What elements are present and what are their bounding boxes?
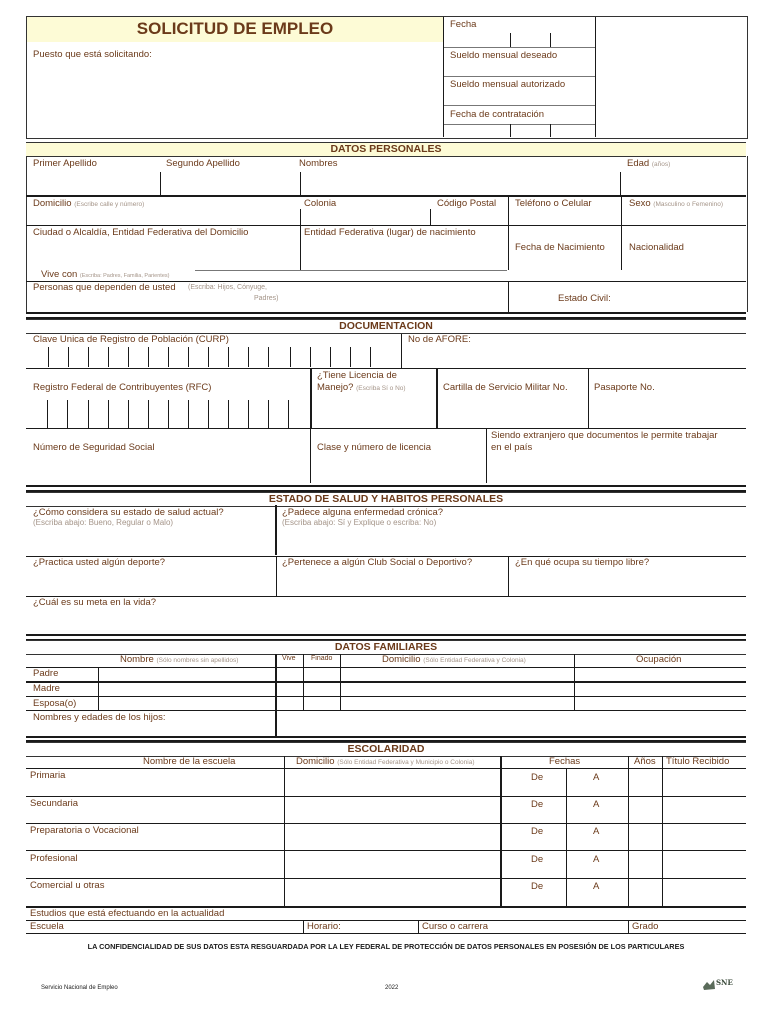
curp-tick	[310, 347, 311, 367]
esc-preparatoria-row[interactable]	[30, 837, 744, 849]
horario-field[interactable]	[348, 922, 414, 932]
puesto-label: Puesto que está solicitando:	[33, 49, 152, 60]
sexo-divider	[621, 196, 622, 270]
fc-tick-2	[550, 124, 551, 137]
clase-licencia-field[interactable]	[314, 456, 482, 480]
cronica-field[interactable]	[280, 530, 744, 554]
esc-nivel: Profesional	[30, 853, 78, 864]
curp-bottom	[26, 368, 746, 369]
fam-line-3	[26, 710, 746, 711]
dependen-hint-2: Padres)	[254, 295, 279, 302]
telefono-field[interactable]	[511, 210, 619, 224]
fam-row-label: Esposa(o)	[33, 698, 77, 709]
curp-label: Clave Unica de Registro de Población (CURP)	[33, 334, 229, 345]
esc-de: De	[531, 799, 544, 810]
page-title: SOLICITUD DE EMPLEO	[136, 19, 334, 38]
ciudad-field[interactable]	[30, 240, 298, 264]
row-line-2	[26, 225, 746, 226]
sne-logo-icon	[702, 979, 716, 991]
edad-text: Edad	[627, 158, 650, 169]
nss-label: Número de Seguridad Social	[33, 442, 155, 453]
domicilio-hint: (Escribe calle y número)	[74, 201, 145, 208]
escuela-label: Escuela	[30, 921, 64, 932]
curp-tick	[350, 347, 351, 367]
header-divider-right	[595, 17, 596, 137]
sexo-label	[629, 198, 723, 210]
rfc-tick	[208, 400, 209, 428]
rfc-tick	[288, 400, 289, 428]
esc-a: A	[593, 881, 600, 892]
puesto-field[interactable]	[30, 62, 438, 134]
esc-col-anos	[628, 756, 629, 907]
estado-civil-field[interactable]	[614, 290, 742, 306]
rfc-tick	[128, 400, 129, 428]
esc-profesional-row[interactable]	[30, 865, 744, 877]
tiempo-libre-field[interactable]	[512, 570, 744, 594]
codigo-postal-label: Código Postal	[437, 198, 497, 209]
estado-salud-field[interactable]	[30, 530, 272, 554]
esc-col-domicilio	[284, 756, 285, 907]
section-escolaridad: ESCOLARIDAD	[26, 742, 746, 757]
familiares-bottom	[26, 736, 746, 738]
fam-domicilio-hint: (Sólo Entidad Federativa y Colonia)	[423, 657, 526, 664]
esc-comercial-row[interactable]	[30, 892, 744, 904]
codigo-postal-field[interactable]	[433, 210, 506, 224]
sne-logo-text: SNE	[716, 978, 733, 987]
vive-con-text: Vive con	[41, 269, 78, 280]
edad-hint: (años)	[651, 161, 671, 168]
clase-divider	[310, 429, 311, 483]
fam-domicilio-header	[382, 654, 526, 666]
esc-col-fechas	[500, 756, 502, 907]
vive-con-line	[195, 270, 507, 271]
esc-nivel: Secundaria	[30, 798, 79, 809]
curso-field[interactable]	[496, 922, 624, 932]
rfc-tick	[188, 400, 189, 428]
edad-label	[627, 158, 670, 170]
fecha-nacimiento-field[interactable]	[511, 255, 619, 268]
rfc-tick	[228, 400, 229, 428]
curp-tick	[248, 347, 249, 367]
colonia-label: Colonia	[304, 198, 337, 209]
vive-con-field[interactable]	[195, 267, 505, 279]
fecha-tick-2	[550, 33, 551, 47]
esc-de: De	[531, 772, 544, 783]
servicio-nacional-label: Servicio Nacional de Empleo	[41, 985, 118, 991]
cartilla-field[interactable]	[440, 396, 584, 426]
fecha-line	[444, 47, 595, 48]
row-line-1	[26, 195, 746, 197]
pasaporte-field[interactable]	[592, 396, 744, 426]
curp-tick	[68, 347, 69, 367]
esc-anos-header: Años	[634, 756, 656, 767]
salud-bottom	[26, 634, 746, 636]
esc-line	[26, 878, 746, 879]
esc-col-titulo	[662, 756, 663, 907]
section-estado-salud: ESTADO DE SALUD Y HABITOS PERSONALES	[26, 492, 746, 507]
cartilla-label: Cartilla de Servicio Militar No.	[443, 382, 568, 393]
rfc-tick	[248, 400, 249, 428]
clase-licencia-label: Clase y número de licencia	[317, 442, 432, 453]
fc-tick-1	[510, 124, 511, 137]
grado-field[interactable]	[662, 922, 744, 932]
fam-madre-nombre[interactable]	[100, 683, 272, 695]
grado-label: Grado	[632, 921, 659, 932]
hijos-label: Nombres y edades de los hijos:	[33, 712, 166, 723]
fam-row-label: Madre	[33, 683, 60, 694]
domicilio-text: Domicilio	[33, 198, 72, 209]
fam-nombre-text: Nombre	[120, 654, 154, 665]
extranjero-field[interactable]	[490, 456, 744, 480]
extranjero-divider	[486, 429, 487, 483]
primer-apellido-label: Primer Apellido	[33, 158, 97, 169]
fam-nombre-hint: (Sólo nombres sin apellidos)	[156, 657, 239, 664]
rfc-bottom	[26, 428, 746, 429]
esc-a: A	[593, 799, 600, 810]
esc-domicilio-text: Domicilio	[296, 756, 335, 767]
segundo-apellido-label: Segundo Apellido	[166, 158, 240, 169]
curso-divider	[418, 921, 419, 933]
rfc-boxes[interactable]	[30, 400, 306, 428]
curp-tick	[168, 347, 169, 367]
dependen-label: Personas que dependen de usted	[33, 282, 176, 293]
fam-row-label: Padre	[33, 668, 59, 679]
meta-field[interactable]	[30, 611, 744, 631]
curp-tick	[370, 347, 371, 367]
rfc-label: Registro Federal de Contribuyentes (RFC)	[33, 382, 212, 393]
curp-tick	[330, 347, 331, 367]
fam-nombre-header	[120, 654, 238, 666]
edad-field[interactable]	[623, 172, 743, 194]
ciudad-divider	[300, 226, 301, 270]
afore-label: No de AFORE:	[408, 334, 471, 345]
licencia-field[interactable]	[314, 396, 432, 426]
section-documentacion: DOCUMENTACION	[26, 319, 746, 334]
afore-field[interactable]	[410, 348, 744, 366]
sueldo-autorizado-label: Sueldo mensual autorizado	[450, 79, 566, 90]
fam-col-nombre	[98, 668, 99, 711]
rfc-tick	[88, 400, 89, 428]
horario-label: Horario:	[307, 921, 341, 932]
horario-divider	[303, 921, 304, 933]
nombres-divider	[300, 172, 301, 196]
confidencialidad-notice: LA CONFIDENCIALIDAD DE SUS DATOS ESTA RESGUARDADA POR LA LEY FEDERAL DE PROTECCIÓN DE DATOS PERSONALES EN POSESIÓN DE LOS PARTICULARES	[87, 942, 685, 951]
curp-tick	[228, 347, 229, 367]
domicilio-label	[33, 198, 144, 210]
deporte-field[interactable]	[30, 570, 272, 594]
section-datos-personales: DATOS PERSONALES	[26, 142, 746, 157]
colonia-field[interactable]	[303, 210, 428, 224]
fecha-tick-1	[510, 33, 511, 47]
estado-civil-divider	[508, 282, 509, 312]
nombres-field[interactable]	[303, 172, 617, 194]
rfc-tick	[268, 400, 269, 428]
curso-label: Curso o carrera	[422, 921, 488, 932]
licencia-divider	[310, 368, 312, 428]
dependen-field[interactable]	[290, 288, 504, 306]
curp-tick	[108, 347, 109, 367]
curp-boxes[interactable]	[30, 347, 396, 367]
fecha-nacimiento-label: Fecha de Nacimiento	[515, 242, 605, 253]
estado-salud-hint: (Escriba abajo: Bueno, Regular o Malo)	[33, 518, 174, 527]
hijos-field[interactable]	[280, 712, 744, 734]
sueldo-autorizado-field[interactable]	[446, 91, 593, 103]
sueldo-deseado-field[interactable]	[446, 62, 593, 74]
extranjero-label-2: en el país	[491, 442, 533, 453]
nss-field[interactable]	[30, 456, 306, 480]
tiempo-divider	[508, 556, 509, 596]
sueldo-deseado-label: Sueldo mensual deseado	[450, 50, 558, 61]
fecha-contratacion-line	[444, 124, 595, 125]
fam-ocupacion-header: Ocupación	[636, 654, 682, 665]
grado-divider	[628, 921, 629, 933]
nacionalidad-field[interactable]	[624, 255, 744, 268]
estado-civil-label: Estado Civil:	[558, 293, 611, 304]
licencia-q2	[317, 382, 406, 394]
esc-nivel: Comercial u otras	[30, 880, 105, 891]
rfc-tick	[148, 400, 149, 428]
personales-bottom	[26, 312, 746, 314]
rfc-tick	[168, 400, 169, 428]
licencia-q: ¿Tiene Licencia de	[317, 370, 397, 381]
afore-divider	[401, 334, 402, 368]
curp-tick	[188, 347, 189, 367]
telefono-label: Teléfono o Celular	[515, 198, 592, 209]
escolaridad-bottom	[26, 933, 746, 934]
esc-de: De	[531, 854, 544, 865]
curp-tick	[128, 347, 129, 367]
esc-a: A	[593, 854, 600, 865]
edad-divider	[620, 172, 621, 196]
sexo-text: Sexo	[629, 198, 651, 209]
esc-line	[26, 823, 746, 824]
fam-vive-header: Vive	[282, 655, 296, 662]
cronica-hint: (Escriba abajo: Sí y Explique o escriba: No)	[282, 518, 437, 527]
footer-year: 2022	[385, 985, 399, 991]
escuela-field[interactable]	[70, 922, 300, 932]
rfc-tick	[47, 400, 48, 428]
estado-salud-label: ¿Cómo considera su estado de salud actual?	[33, 507, 224, 518]
esc-secundaria-row[interactable]	[30, 810, 744, 822]
cp-divider	[430, 209, 431, 226]
pasaporte-label: Pasaporte No.	[594, 382, 655, 393]
fecha-label: Fecha	[450, 19, 477, 30]
licencia-q2-text: Manejo?	[317, 382, 354, 393]
header-divider	[443, 17, 444, 137]
curp-tick	[268, 347, 269, 367]
curp-tick	[88, 347, 89, 367]
fam-finado-header: Finado	[311, 655, 333, 662]
ciudad-label: Ciudad o Alcaldía, Entidad Federativa del Domicilio	[33, 227, 249, 238]
esc-nivel: Primaria	[30, 770, 66, 781]
meta-label: ¿Cuál es su meta en la vida?	[33, 597, 157, 608]
licencia-hint: (Escriba Sí o No)	[356, 385, 406, 392]
club-divider	[276, 556, 277, 596]
primer-apellido-field[interactable]	[30, 172, 158, 194]
sueldo-autorizado-line	[444, 105, 595, 106]
club-label: ¿Pertenece a algún Club Social o Deportivo?	[282, 557, 473, 568]
cartilla-divider	[436, 368, 438, 428]
esc-nivel: Preparatoria o Vocacional	[30, 825, 139, 836]
entidad-nacimiento-field[interactable]	[303, 240, 506, 264]
colonia-divider	[300, 209, 301, 226]
extranjero-label: Siendo extranjero que documentos le permite trabajar	[491, 430, 718, 441]
deporte-label: ¿Practica usted algún deporte?	[33, 557, 166, 568]
club-field[interactable]	[280, 570, 504, 594]
curp-tick	[290, 347, 291, 367]
rfc-tick	[108, 400, 109, 428]
vive-con-hint: (Escriba: Padres, Familia, Parientes)	[79, 273, 170, 279]
curp-tick	[208, 347, 209, 367]
fam-esposa-nombre[interactable]	[100, 698, 272, 710]
esc-nombre-header: Nombre de la escuela	[143, 756, 236, 767]
pasaporte-divider	[588, 368, 589, 428]
esc-line	[26, 796, 746, 797]
curp-tick	[148, 347, 149, 367]
esc-domicilio-hint: (Sólo Entidad Federativa y Municipio o Colonia)	[337, 759, 475, 766]
cronica-label: ¿Padece alguna enfermedad crónica?	[282, 507, 444, 518]
fam-line-2	[26, 696, 746, 697]
tel-divider	[508, 196, 509, 270]
esc-header-line	[26, 768, 746, 769]
pa-divider	[160, 172, 161, 196]
dependen-hint: (Escriba: Hijos, Cónyuge,	[188, 284, 267, 291]
esc-domicilio-header	[296, 756, 474, 768]
tiempo-libre-label: ¿En qué ocupa su tiempo libre?	[515, 557, 650, 568]
sexo-hint: (Masculino o Femenino)	[653, 201, 724, 208]
sueldo-deseado-line	[444, 76, 595, 77]
fam-padre-nombre[interactable]	[100, 668, 272, 681]
esc-a: A	[593, 826, 600, 837]
fecha-field[interactable]	[446, 30, 593, 44]
estudios-actuales-label: Estudios que está efectuando en la actualidad	[30, 908, 225, 919]
cronica-divider	[275, 505, 277, 555]
nacionalidad-label: Nacionalidad	[629, 242, 684, 253]
rfc-tick	[67, 400, 68, 428]
fecha-contratacion-label: Fecha de contratación	[450, 109, 545, 120]
curp-tick	[48, 347, 49, 367]
entidad-nacimiento-label: Entidad Federativa (lugar) de nacimiento	[304, 227, 476, 238]
esc-de: De	[531, 881, 544, 892]
esc-a: A	[593, 772, 600, 783]
esc-fechas-header: Fechas	[549, 756, 581, 767]
esc-primaria-row[interactable]	[30, 782, 744, 794]
sexo-field[interactable]	[624, 210, 744, 224]
esc-line	[26, 850, 746, 851]
domicilio-field[interactable]	[30, 210, 298, 224]
esc-titulo-header: Título Recibido	[666, 756, 730, 767]
sne-logo	[702, 978, 734, 992]
documentacion-bottom	[26, 485, 746, 487]
segundo-apellido-field[interactable]	[163, 172, 297, 194]
nombres-label: Nombres	[299, 158, 338, 169]
esc-de: De	[531, 826, 544, 837]
fam-domicilio-text: Domicilio	[382, 654, 421, 665]
section-datos-familiares: DATOS FAMILIARES	[26, 640, 746, 655]
